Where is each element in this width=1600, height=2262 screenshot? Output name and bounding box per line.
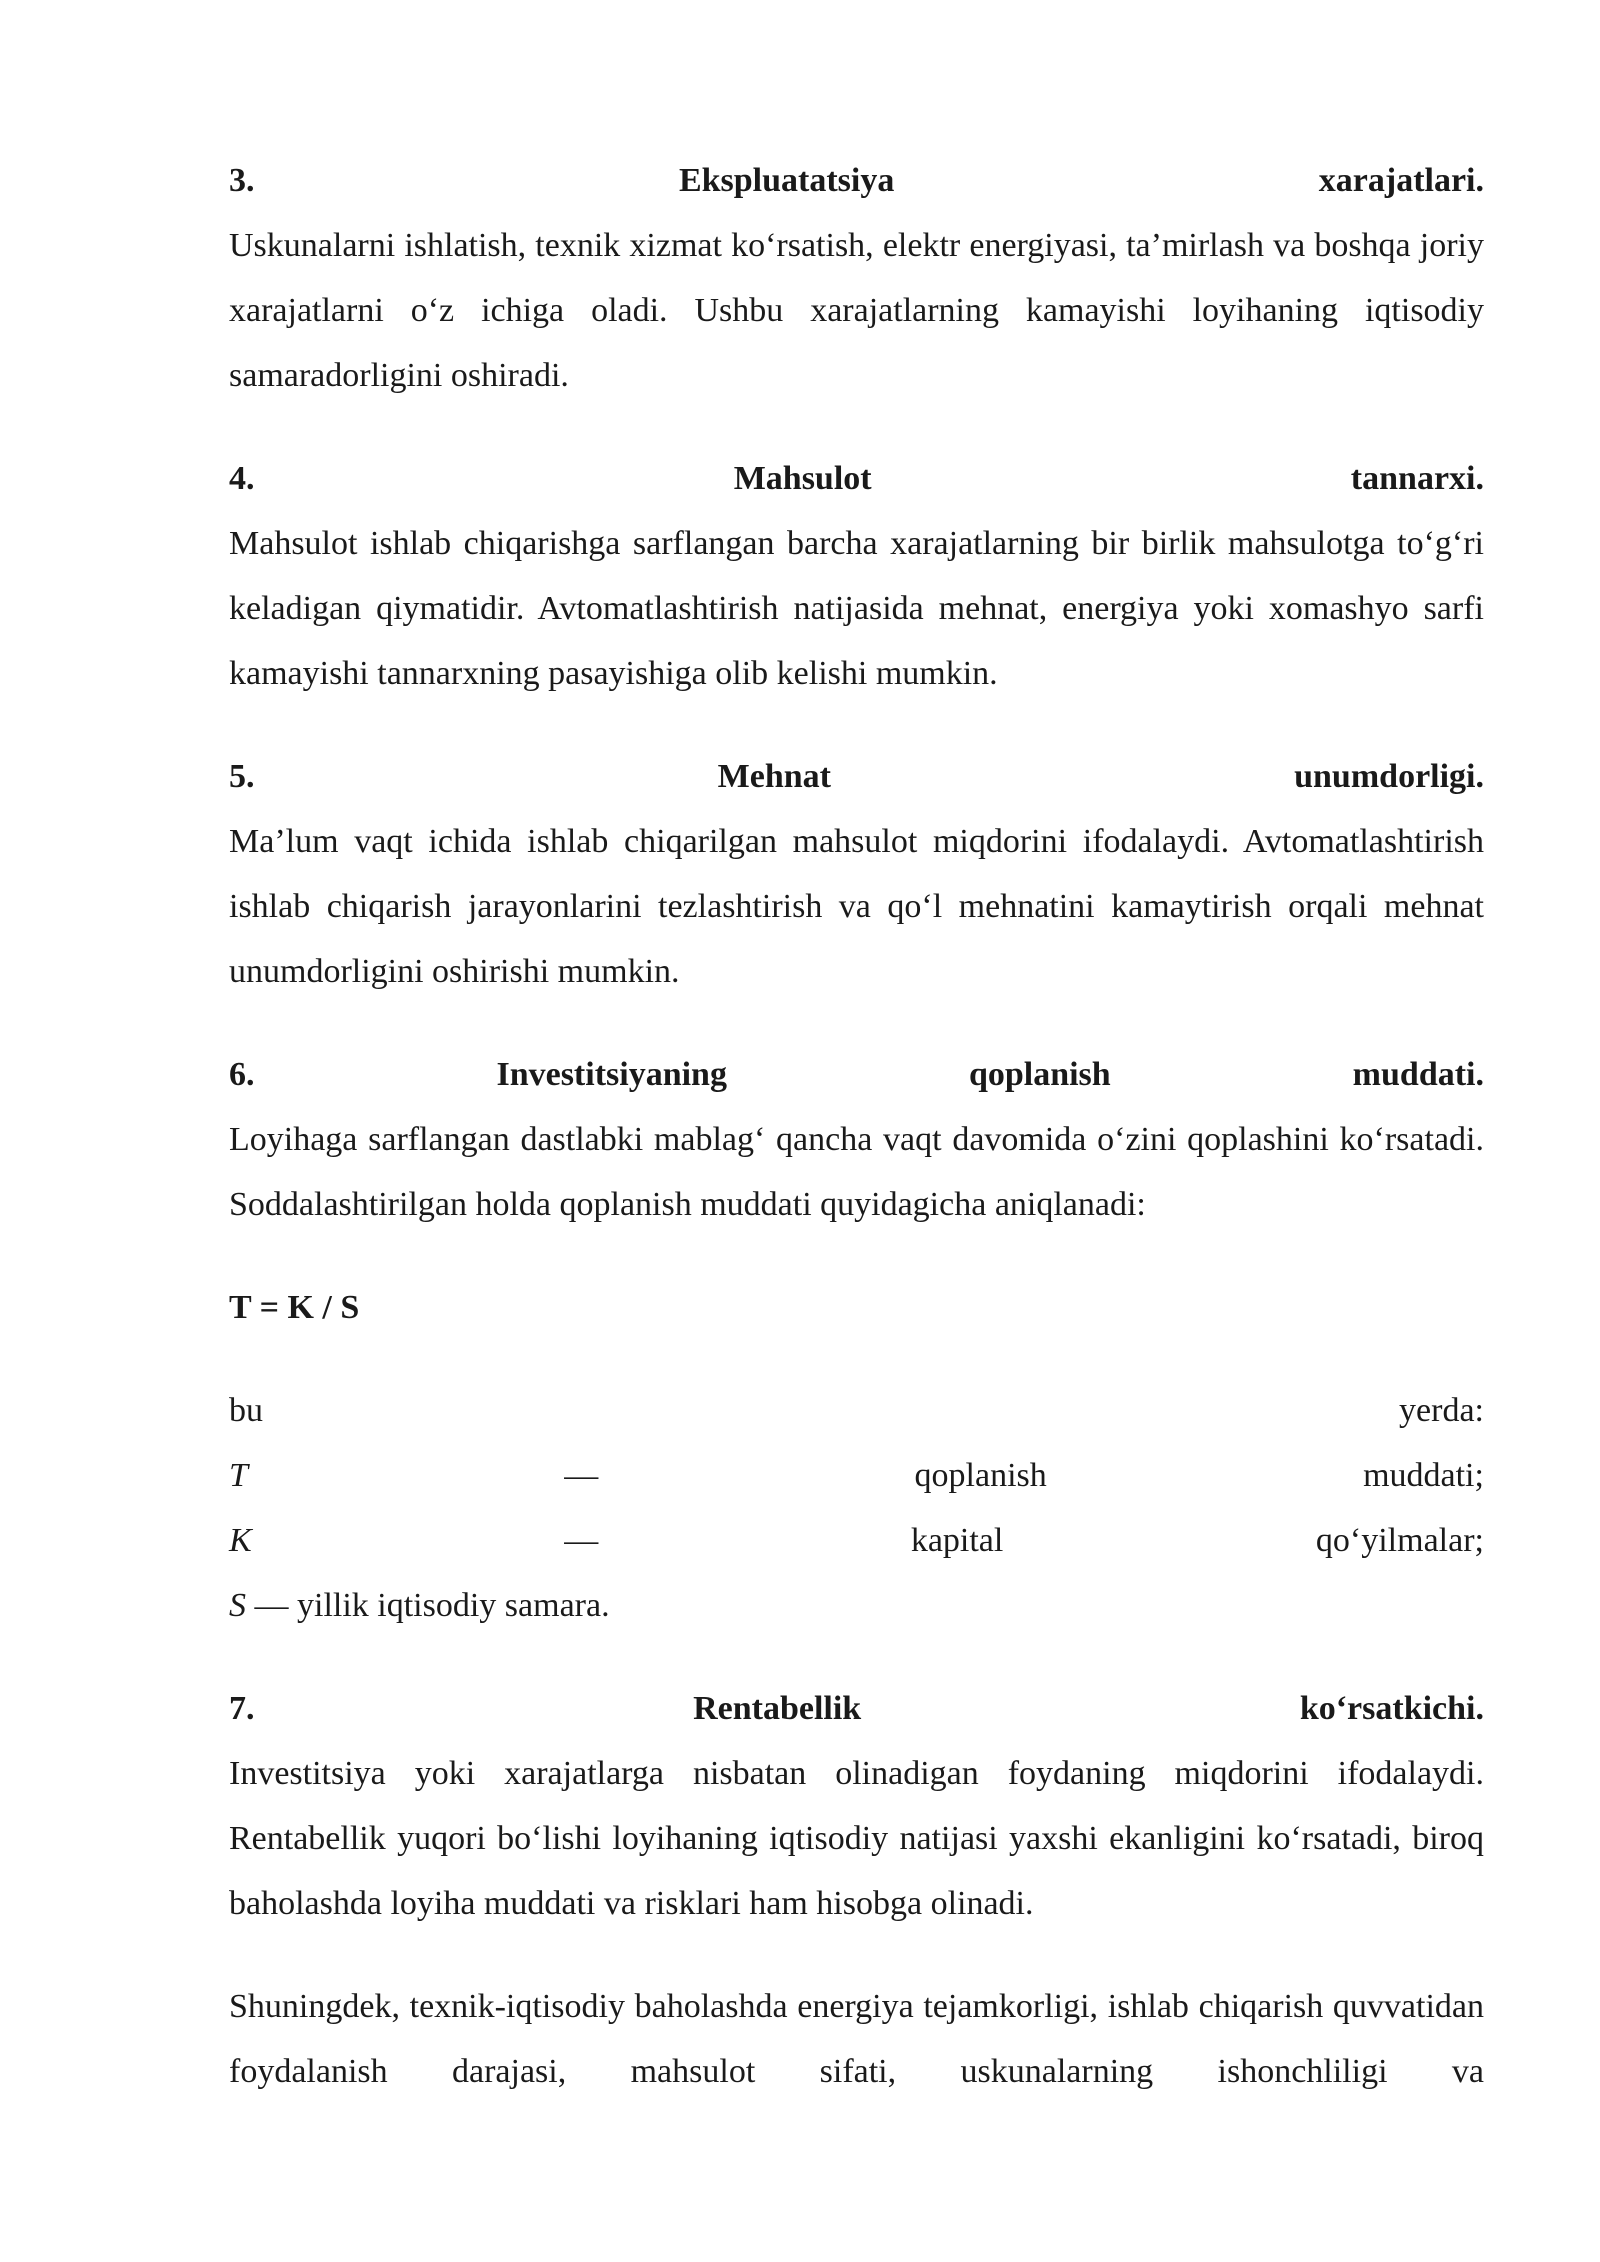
section-title-word: tannarxi. — [1350, 460, 1484, 497]
where-word: yerda: — [1399, 1392, 1484, 1429]
section-paragraph: Ma’lum vaqt ichida ishlab chiqarilgan mahsulot miqdorini ifodalaydi. Avtomatlashtirish ishlab chiqarish jarayonlarini tezlashtirish va qo‘l mehnatini kamaytirish orqali mehnat unumdorligini oshirishi mumkin. — [229, 823, 1484, 990]
section-3 — [229, 148, 1484, 408]
legend-row-k — [229, 1508, 1484, 1573]
where-word: bu — [229, 1392, 263, 1429]
section-number: 6. — [229, 1056, 255, 1093]
closing-paragraph: Shuningdek, texnik-iqtisodiy baholashda energiya tejamkorligi, ishlab chiqarish quvvatidan foydalanish darajasi, mahsulot sifati, uskunalarning ishonchliligi va — [229, 1988, 1484, 2090]
payback-formula: T = K / S — [229, 1289, 360, 1326]
section-title-word: xarajatlari. — [1318, 162, 1484, 199]
section-number: 4. — [229, 460, 255, 497]
legend-word: qo‘yilmalar; — [1315, 1522, 1484, 1559]
section-title-word: Ekspluatatsiya — [678, 162, 895, 199]
section-title-word: ko‘rsatkichi. — [1299, 1690, 1484, 1727]
section-number: 3. — [229, 162, 255, 199]
legend-dash: — — [564, 1457, 599, 1494]
section-title-word: Investitsiyaning — [496, 1056, 727, 1093]
section-paragraph: Investitsiya yoki xarajatlarga nisbatan olinadigan foydaning miqdorini ifodalaydi. Rentabellik yuqori bo‘lishi loyihaning iqtisodiy natijasi yaxshi ekanligini ko‘rsatadi, biroq baholashda loyiha muddati va risklari ham hisobga olinadi. — [229, 1755, 1484, 1922]
section-number: 7. — [229, 1690, 255, 1727]
section-5 — [229, 744, 1484, 1004]
section-heading — [229, 1676, 1484, 1741]
section-paragraph: Loyihaga sarflangan dastlabki mablag‘ qancha vaqt davomida o‘zini qoplashini ko‘rsatadi. Soddalashtirilgan holda qoplanish muddati quyidagicha aniqlanadi: — [229, 1121, 1484, 1223]
section-title-word: qoplanish — [968, 1056, 1111, 1093]
section-heading — [229, 446, 1484, 511]
variable-symbol: T — [229, 1457, 248, 1494]
section-title-word: unumdorligi. — [1294, 758, 1484, 795]
where-line — [229, 1378, 1484, 1443]
section-heading — [229, 744, 1484, 809]
section-paragraph: Mahsulot ishlab chiqarishga sarflangan barcha xarajatlarning bir birlik mahsulotga to‘g‘ri keladigan qiymatidir. Avtomatlashtirish natijasida mehnat, energiya yoki xomashyo sarfi kamayishi tannarxning pasayishiga olib kelishi mumkin. — [229, 525, 1484, 692]
legend-row-s — [229, 1573, 1484, 1638]
legend-word: kapital — [910, 1522, 1004, 1559]
legend-dash: — — [564, 1522, 599, 1559]
section-title-word: Mahsulot — [733, 460, 872, 497]
section-title-word: Mehnat — [717, 758, 831, 795]
legend-word: qoplanish — [914, 1457, 1047, 1494]
section-4 — [229, 446, 1484, 706]
variable-symbol: S — [229, 1587, 246, 1624]
legend-description: — yillik iqtisodiy samara. — [246, 1587, 610, 1624]
variable-symbol: K — [229, 1522, 252, 1559]
section-paragraph: Uskunalarni ishlatish, texnik xizmat ko‘rsatish, elektr energiyasi, ta’mirlash va boshqa joriy xarajatlarni o‘z ichiga oladi. Ushbu xarajatlarning kamayishi loyihaning iqtisodiy samaradorligini oshiradi. — [229, 227, 1484, 394]
section-heading — [229, 148, 1484, 213]
section-title-word: muddati. — [1352, 1056, 1484, 1093]
legend-word: muddati; — [1363, 1457, 1484, 1494]
section-heading — [229, 1042, 1484, 1107]
section-6 — [229, 1042, 1484, 1237]
section-7 — [229, 1676, 1484, 1936]
section-number: 5. — [229, 758, 255, 795]
section-title-word: Rentabellik — [693, 1690, 862, 1727]
legend-row-t — [229, 1443, 1484, 1508]
